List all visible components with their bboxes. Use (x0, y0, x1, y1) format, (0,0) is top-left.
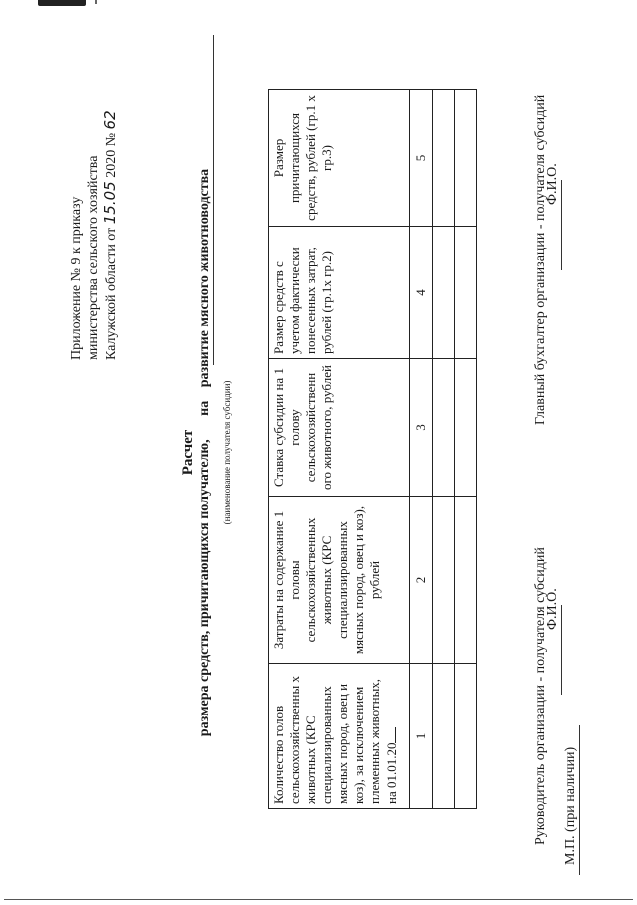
appendix-year: 2020 № (104, 132, 119, 178)
table-number-cell: 5 (410, 90, 433, 227)
table-cell (455, 664, 477, 809)
head-fio: Ф.И.О. (545, 588, 560, 630)
table-cell (433, 497, 455, 664)
table-empty-row (433, 90, 455, 809)
table-header-cell: Затраты на содержание 1 головы сельскохозяйственных животных (КРС специализированных мясных пород, овец и коз), рублей (269, 497, 410, 664)
document-title: Расчет (180, 429, 196, 476)
table-number-cell: 1 (410, 664, 433, 809)
appendix-line-3 (102, 0, 120, 360)
appendix-block (68, 0, 120, 360)
table-cell (455, 359, 477, 497)
table-number-row (410, 90, 433, 809)
table-number-cell: 3 (410, 359, 433, 497)
accountant-signature-label: Главный бухгалтер организации - получателя субсидий (533, 94, 548, 425)
table-cell (455, 90, 477, 227)
year-blank (383, 727, 396, 743)
table-empty-row (455, 90, 477, 809)
table-header-row (269, 90, 410, 809)
table-cell (455, 227, 477, 359)
table-number-cell: 2 (410, 497, 433, 664)
subtitle-part-1: размера средств, причитающихся получателю, (197, 439, 212, 737)
stamp-place-label: М.П. (при наличии) (563, 746, 578, 865)
appendix-line-1: Приложение № 9 к приказу (69, 196, 84, 360)
appendix-line-2: министерства сельского хозяйства (86, 155, 101, 360)
head-signature-line (561, 605, 562, 695)
table-header-cell: Количество голов сельскохозяйственны х животных (КРС специализированных мясных пород, овец и коз), за исключением племенных животных, на 01.01.20 (269, 664, 410, 809)
stamp-line (579, 725, 580, 875)
document-subtitle (196, 0, 213, 905)
head-signature-label: Руководитель организации - получателя субсидий (533, 547, 548, 845)
table-header-cell: Размер причитающихся средств, рублей (гр.1 х гр.3) (269, 90, 410, 227)
table-number-cell: 4 (410, 227, 433, 359)
accountant-fio: Ф.И.О. (545, 163, 560, 205)
subtitle-part-2: на (197, 400, 212, 416)
calculation-table (268, 89, 477, 809)
table-cell (433, 227, 455, 359)
table-header-cell: Ставка субсидии на 1 голову сельскохозяйственн ого животного, рублей (269, 359, 410, 497)
appendix-number-handwritten: 62 (101, 110, 119, 130)
recipient-name-line (213, 35, 214, 365)
table-cell (433, 664, 455, 809)
table-cell (433, 359, 455, 497)
appendix-date-handwritten: 15.05 (101, 181, 119, 225)
table-cell (433, 90, 455, 227)
accountant-signature-line (561, 180, 562, 270)
table-cell (455, 497, 477, 664)
recipient-name-caption: (наименование получателя субсидии) (222, 380, 232, 525)
appendix-date-prefix: Калужской области от (104, 227, 119, 360)
subtitle-part-3: развитие мясного животноводства (197, 168, 212, 388)
table-header-cell: Размер средств с учетом фактически понесенных затрат, рублей (гр.1х гр.2) (269, 227, 410, 359)
